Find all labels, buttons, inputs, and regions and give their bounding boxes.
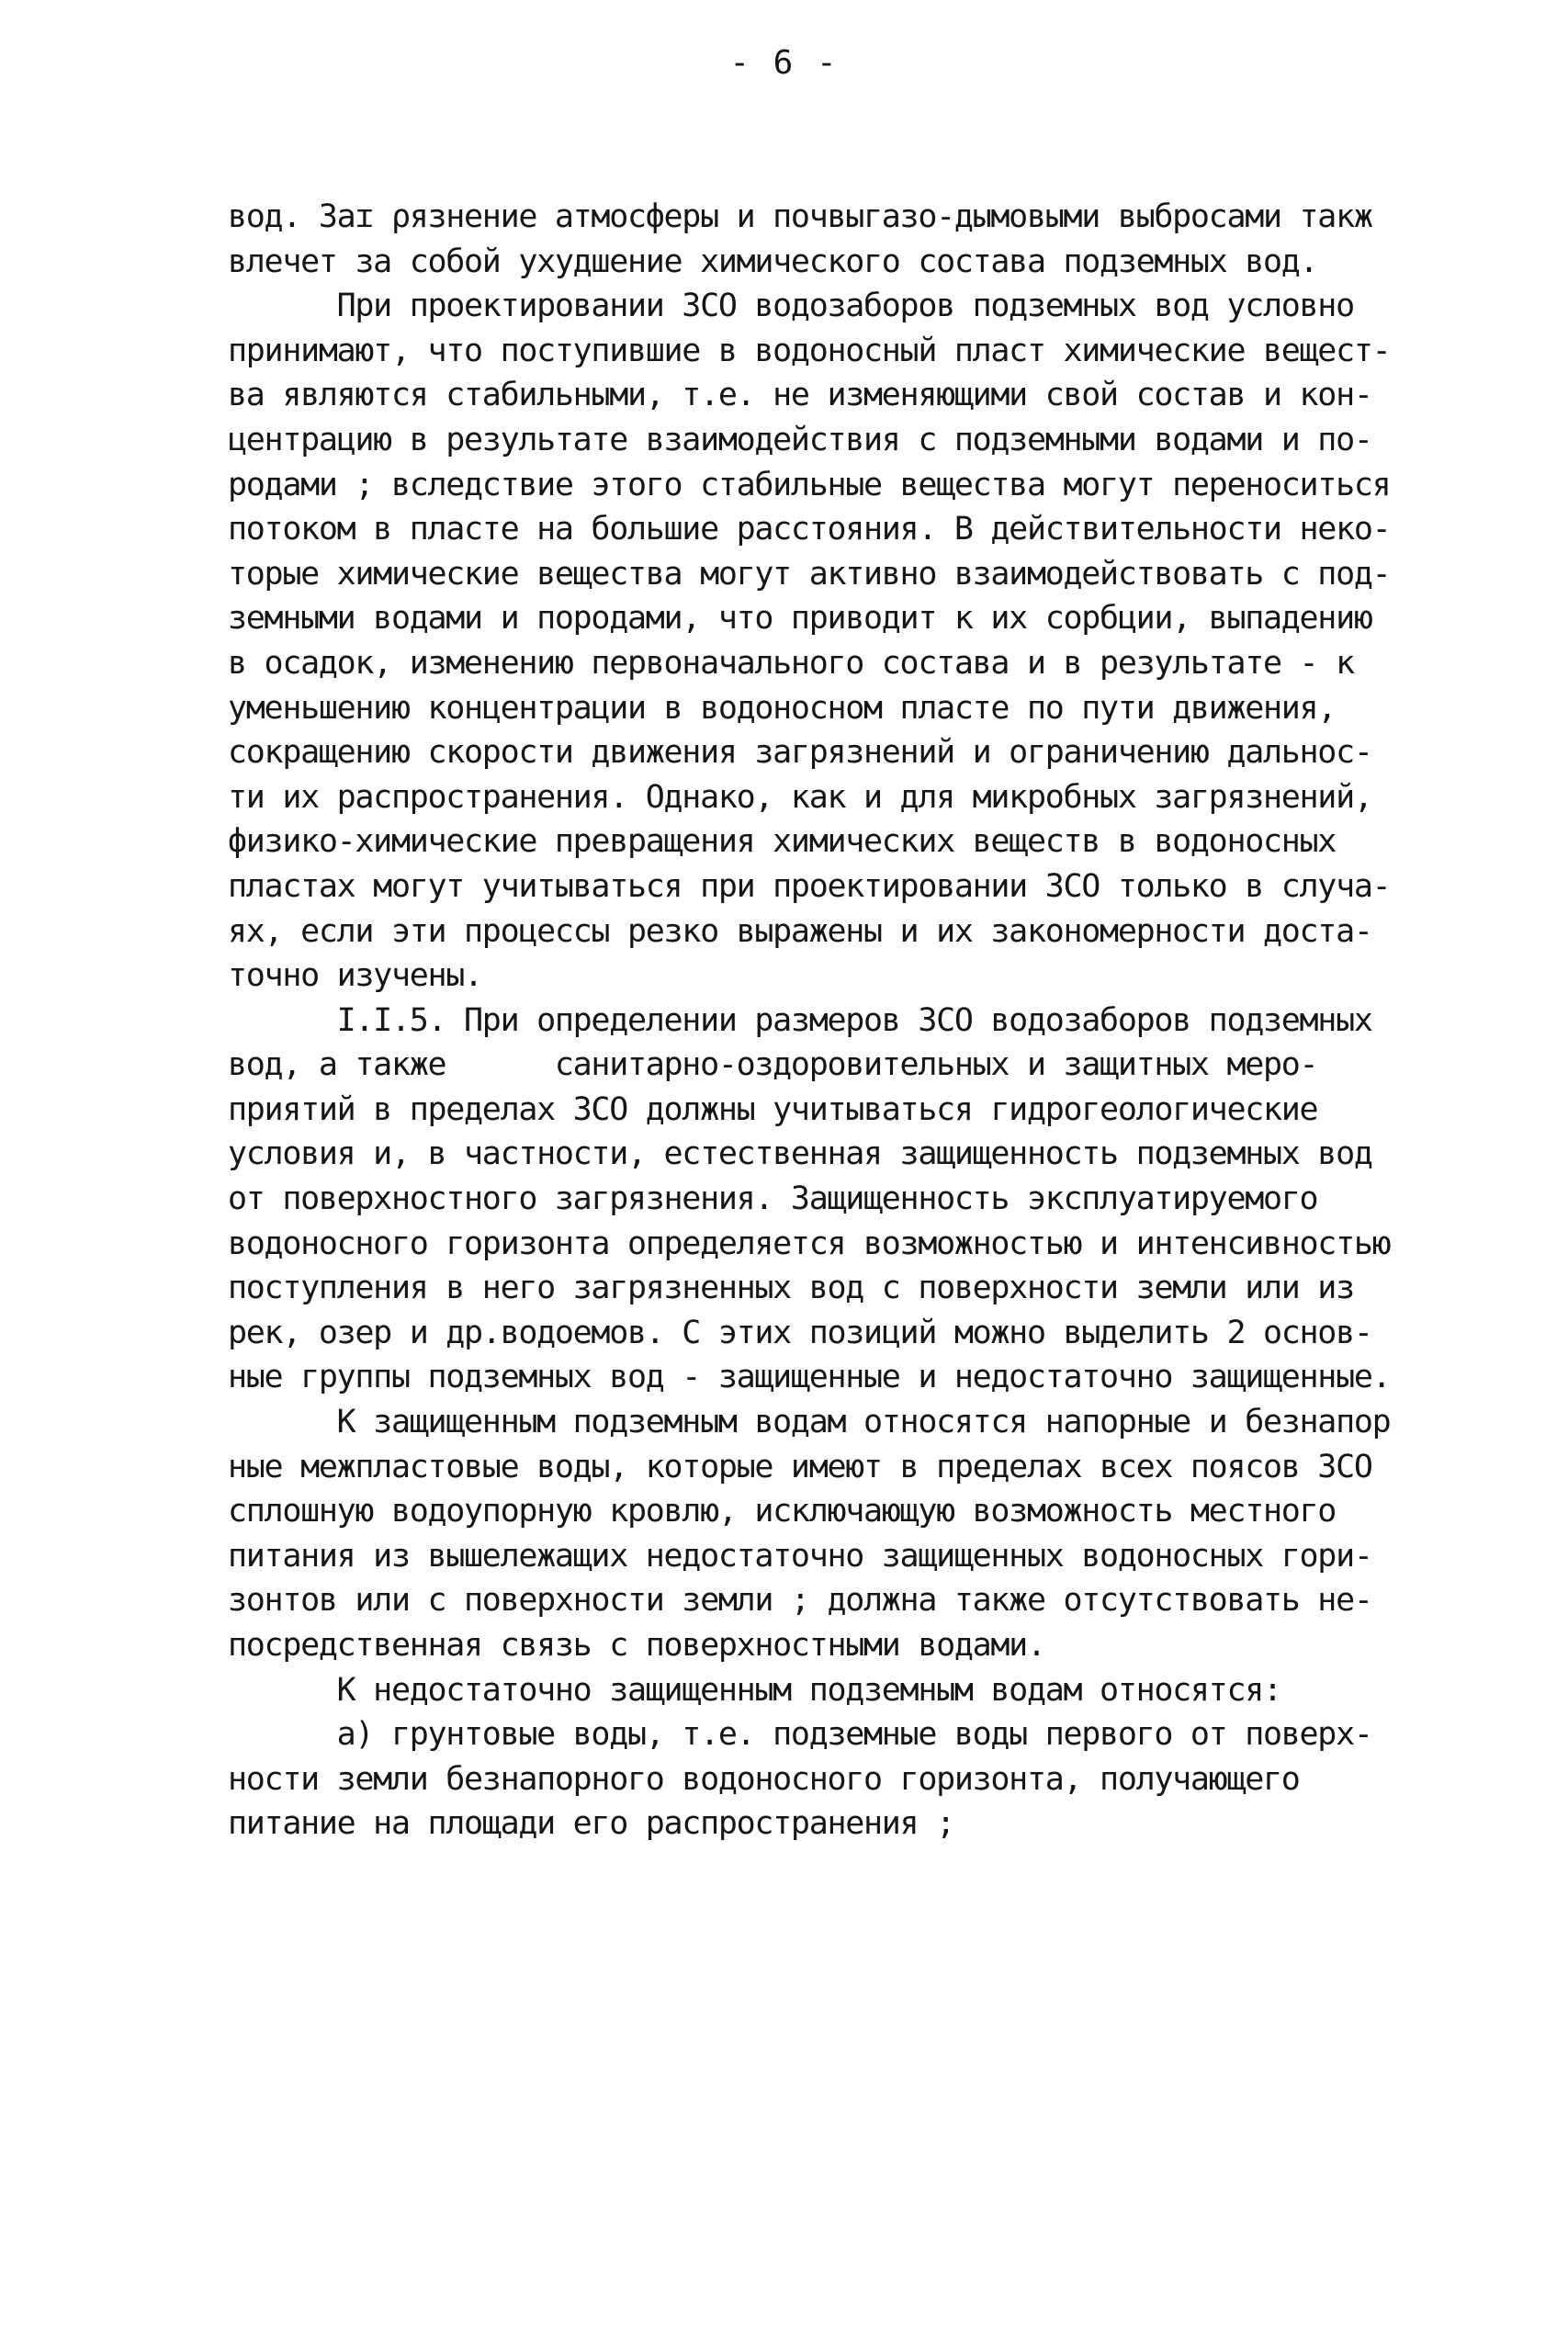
text-line: ти их распространения. Однако, как и для микробных загрязнений, bbox=[228, 778, 1372, 816]
text-line: питание на площади его распространения ; bbox=[228, 1805, 954, 1843]
text-line: водоносного горизонта определяется возможностью и интенсивностью bbox=[228, 1225, 1391, 1262]
text-line: влечет за собой ухудшение химического состава подземных вод. bbox=[228, 243, 1318, 280]
text-line: уменьшению концентрации в водоносном пласте по пути движения, bbox=[228, 689, 1337, 727]
text-line: При проектировании ЗСО водозаборов подземных вод условно bbox=[228, 288, 1354, 325]
text-line: физико-химические превращения химических веществ в водоносных bbox=[228, 823, 1337, 861]
text-line: точно изучены. bbox=[228, 957, 482, 995]
text-line: а) грунтовые воды, т.е. подземные воды первого от поверх- bbox=[228, 1716, 1372, 1754]
text-line: ные группы подземных вод - защищенные и недостаточно защищенные. bbox=[228, 1359, 1391, 1396]
text-line: питания из вышележащих недостаточно защищенных водоносных гори- bbox=[228, 1537, 1372, 1575]
text-line: посредственная связь с поверхностными водами. bbox=[228, 1627, 1045, 1664]
text-line: К недостаточно защищенным подземным водам относятся: bbox=[228, 1671, 1281, 1709]
text-line: вод. Заɪ ρязнение атмосферы и почвыгазо-дымовыми выбросами такж bbox=[228, 198, 1372, 235]
text-line: вод, а также санитарно-оздоровительных и защитных меро- bbox=[228, 1046, 1318, 1084]
text-line: центрацию в результате взаимодействия с подземными водами и по- bbox=[228, 421, 1372, 458]
text-line: ности земли безнапорного водоносного горизонта, получающего bbox=[228, 1760, 1300, 1798]
text-line: принимают, что поступившие в водоносный пласт химические вещест- bbox=[228, 332, 1391, 369]
body-text bbox=[228, 195, 1422, 1846]
text-line: приятий в пределах ЗСО должны учитываться гидрогеологические bbox=[228, 1090, 1318, 1128]
text-line: рек, озер и др.водоемов. С этих позиций можно выделить 2 основ- bbox=[228, 1314, 1372, 1351]
text-line: ях, если эти процессы резко выражены и их закономерности доста- bbox=[228, 912, 1372, 950]
text-line: I.I.5. При определении размеров ЗСО водозаборов подземных bbox=[228, 1001, 1372, 1039]
text-line: зонтов или с поверхности земли ; должна также отсутствовать не- bbox=[228, 1582, 1372, 1620]
text-line: К защищенным подземным водам относятся напорные и безнапор bbox=[228, 1404, 1391, 1441]
text-line: родами ; вследствие этого стабильные вещества могут переноситься bbox=[228, 466, 1391, 503]
page-number: - 6 - bbox=[729, 44, 839, 82]
text-line: пластах могут учитываться при проектировании ЗСО только в случа- bbox=[228, 867, 1391, 905]
text-line: потоком в пласте на большие расстояния. В действительности неко- bbox=[228, 511, 1391, 548]
text-line: от поверхностного загрязнения. Защищенность эксплуатируемого bbox=[228, 1180, 1318, 1218]
text-line: условия и, в частности, естественная защищенность подземных вод bbox=[228, 1135, 1372, 1173]
text-line: ные межпластовые воды, которые имеют в пределах всех поясов ЗСО bbox=[228, 1448, 1372, 1485]
text-line: сплошную водоупорную кровлю, исключающую возможность местного bbox=[228, 1493, 1337, 1530]
text-line: поступления в него загрязненных вод с поверхности земли или из bbox=[228, 1270, 1354, 1307]
text-line: ва являются стабильными, т.е. не изменяющими свой состав и кон- bbox=[228, 377, 1372, 414]
text-line: в осадок, изменению первоначального состава и в результате - к bbox=[228, 644, 1354, 682]
text-line: торые химические вещества могут активно взаимодействовать с под- bbox=[228, 555, 1391, 593]
text-line: сокращению скорости движения загрязнений и ограничению дальнос- bbox=[228, 734, 1372, 772]
text-line: земными водами и породами, что приводит к их сорбции, выпадению bbox=[228, 600, 1372, 638]
